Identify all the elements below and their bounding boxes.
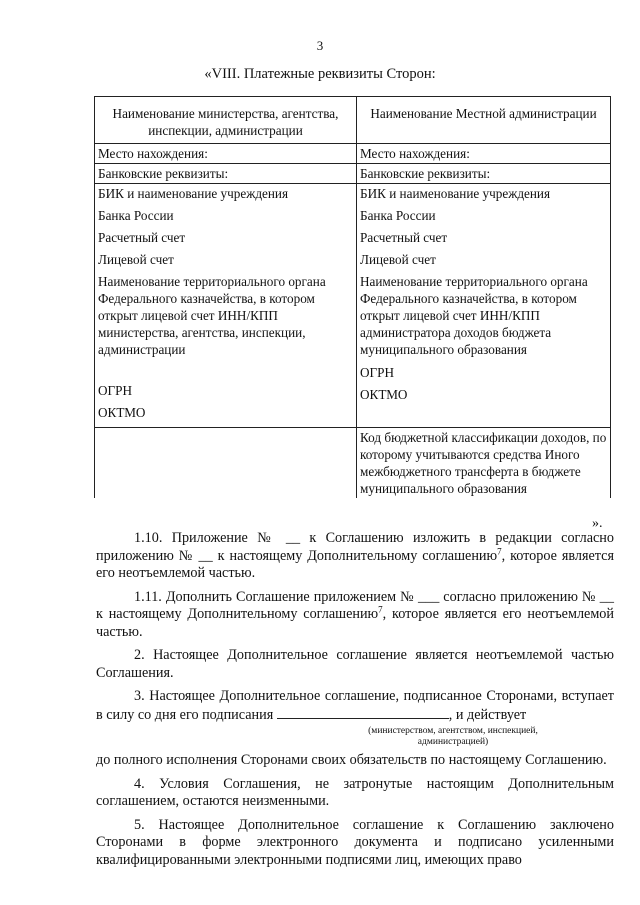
footnote-ref: 7 [497, 545, 502, 556]
paragraph-1-10 [96, 530, 614, 583]
treasury-line-left: Наименование территориального органа Федерального казначейства, в котором открыт лицевой счет ИНН/КПП министерства, агентства, инспекции, администрации [98, 274, 326, 357]
header-left: Наименование министерства, агентства, инспекции, администрации [95, 97, 357, 144]
account-line-left: Расчетный счет [98, 230, 186, 245]
cell-bik-left [95, 184, 357, 428]
table-row [95, 184, 611, 428]
paragraph-3 [96, 688, 614, 724]
cell-empty-left [95, 428, 357, 499]
document-body [96, 530, 614, 875]
paragraph-1-11-end: , которое является его неотъемлемой частью. [96, 606, 614, 640]
cell-location-right: Место нахождения: [357, 144, 611, 164]
cell-bank-left: Банковские реквизиты: [95, 164, 357, 184]
paragraph-1-10-text: 1.10. Приложение № __ к Соглашению изложить в редакции согласно приложению № __ к настоящему Дополнительному соглашению [96, 530, 614, 564]
bik-line-left: БИК и наименование учреждения [98, 186, 289, 201]
cell-bank-right: Банковские реквизиты: [357, 164, 611, 184]
oktmo-line-left: ОКТМО [98, 405, 146, 420]
paragraph-5: 5. Настоящее Дополнительное соглашение к Соглашению заключено Сторонами в форме электронного документа и подписано усиленными квалифицированными электронными подписями лиц, имеющих право [96, 816, 614, 868]
account-line-right: Расчетный счет [360, 230, 448, 245]
table-row [95, 164, 611, 184]
cell-bik-right [357, 184, 611, 428]
table-header-row [95, 97, 611, 144]
paragraph-3-text: 3. Настоящее Дополнительное соглашение, подписанное Сторонами, вступает в силу со дня его подписания [96, 688, 614, 723]
paragraph-1-11 [96, 589, 614, 642]
paragraph-3-continued: до полного исполнения Сторонами своих обязательств по настоящему Соглашению. [96, 752, 607, 768]
paragraph-3-mid: , и действует [448, 706, 527, 723]
table-row [95, 428, 611, 499]
paragraph-4: 4. Условия Соглашения, не затронутые настоящим Дополнительным соглашением, остаются неизменными. [96, 775, 614, 809]
paragraph-2: 2. Настоящее Дополнительное соглашение является неотъемлемой частью Соглашения. [96, 647, 614, 681]
personal-account-line-right: Лицевой счет [360, 252, 436, 267]
cell-kbk-right: Код бюджетной классификации доходов, по которому учитываются средства Иного межбюджетного трансферта в бюджете муниципального образования [357, 428, 611, 499]
signing-party-blank [277, 706, 449, 719]
bank-russia-line-left: Банка России [98, 208, 174, 223]
paragraph-1-10-end: , которое является его неотъемлемой частью. [96, 547, 614, 581]
footnote-ref: 7 [378, 604, 383, 615]
bank-russia-line-right: Банка России [360, 208, 436, 223]
table-row [95, 144, 611, 164]
blank-caption: (министерством, агентством, инспекцией, администрацией) [368, 726, 538, 747]
cell-location-left: Место нахождения: [95, 144, 357, 164]
payment-details-table [94, 96, 611, 498]
oktmo-line-right: ОКТМО [360, 387, 408, 402]
section-title: «VIII. Платежные реквизиты Сторон: [204, 66, 436, 82]
personal-account-line-left: Лицевой счет [98, 252, 174, 267]
header-right: Наименование Местной администрации [357, 97, 611, 144]
paragraph-1-11-text: 1.11. Дополнить Соглашение приложением № ___ согласно приложению № __ к настоящему Дополнительному соглашению [96, 588, 614, 622]
page-number: 3 [316, 38, 324, 53]
treasury-line-right: Наименование территориального органа Федерального казначейства, в котором открыт лицевой счет ИНН/КПП администратора доходов бюджета муниципального образования [360, 274, 588, 357]
closing-quote: ». [592, 516, 603, 531]
bik-line-right: БИК и наименование учреждения [360, 186, 551, 201]
ogrn-line-right: ОГРН [360, 365, 395, 380]
ogrn-line-left: ОГРН [98, 383, 133, 398]
